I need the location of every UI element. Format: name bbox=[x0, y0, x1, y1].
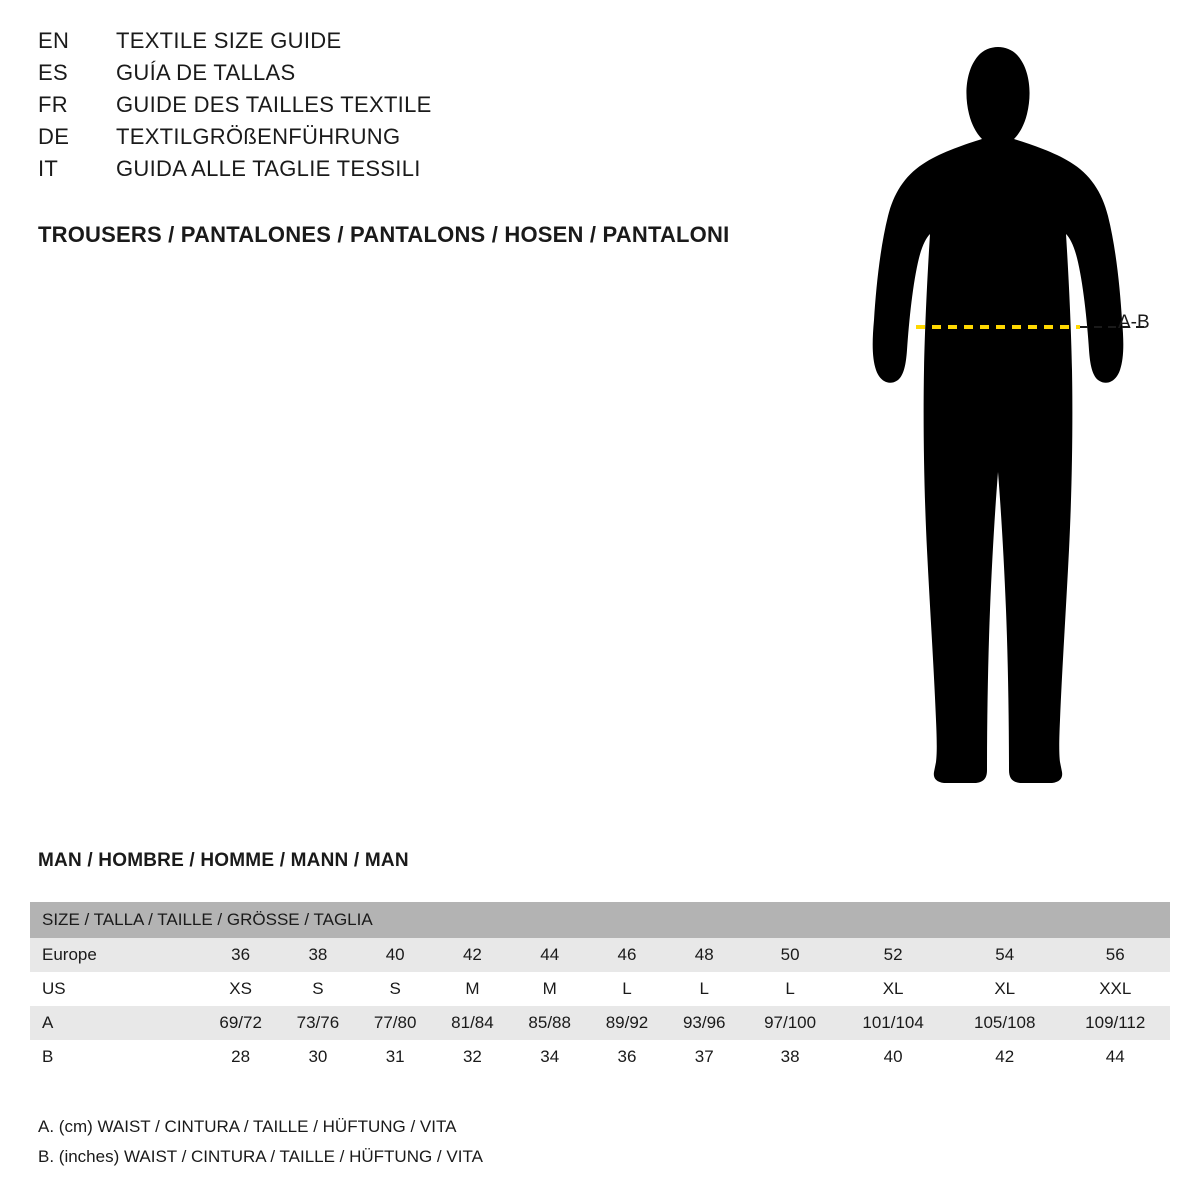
table-cell: 85/88 bbox=[511, 1006, 588, 1040]
size-table bbox=[30, 902, 1170, 1074]
table-section-heading: MAN / HOMBRE / HOMME / MANN / MAN bbox=[38, 850, 409, 871]
language-code: ES bbox=[38, 60, 68, 85]
table-cell: 44 bbox=[1061, 1040, 1170, 1074]
table-header-row bbox=[30, 902, 1170, 938]
table-cell: XL bbox=[837, 972, 949, 1006]
language-row-en bbox=[38, 28, 798, 60]
table-cell: 54 bbox=[949, 938, 1061, 972]
table-cell: 32 bbox=[434, 1040, 511, 1074]
table-cell: 36 bbox=[588, 1040, 665, 1074]
table-cell: 101/104 bbox=[837, 1006, 949, 1040]
table-cell: L bbox=[743, 972, 837, 1006]
language-list bbox=[38, 28, 798, 188]
table-cell: 40 bbox=[357, 938, 434, 972]
table-cell: 81/84 bbox=[434, 1006, 511, 1040]
table-cell: 40 bbox=[837, 1040, 949, 1074]
language-text: TEXTILGRÖßENFÜHRUNG bbox=[116, 124, 401, 149]
table-cell: 30 bbox=[279, 1040, 356, 1074]
table-cell: 97/100 bbox=[743, 1006, 837, 1040]
table-cell: 93/96 bbox=[666, 1006, 743, 1040]
table-header-label: SIZE / TALLA / TAILLE / GRÖSSE / TAGLIA bbox=[30, 902, 1170, 938]
table-cell: 42 bbox=[434, 938, 511, 972]
table-cell: S bbox=[279, 972, 356, 1006]
table-cell: 44 bbox=[511, 938, 588, 972]
table-cell: 37 bbox=[666, 1040, 743, 1074]
figure-illustration bbox=[790, 20, 1190, 810]
table-cell: 52 bbox=[837, 938, 949, 972]
table-cell: 50 bbox=[743, 938, 837, 972]
table-cell: 73/76 bbox=[279, 1006, 356, 1040]
waist-measure-overlay bbox=[790, 20, 1190, 810]
table-cell: 77/80 bbox=[357, 1006, 434, 1040]
table-cell: 31 bbox=[357, 1040, 434, 1074]
table-cell: 36 bbox=[202, 938, 279, 972]
measure-label-ab: A-B bbox=[1118, 312, 1150, 333]
language-code: FR bbox=[38, 92, 68, 117]
table-cell: 46 bbox=[588, 938, 665, 972]
language-row-de bbox=[38, 124, 798, 156]
language-code: IT bbox=[38, 156, 59, 181]
language-row-es bbox=[38, 60, 798, 92]
table-cell: 38 bbox=[743, 1040, 837, 1074]
language-code: DE bbox=[38, 124, 70, 149]
table-cell: 89/92 bbox=[588, 1006, 665, 1040]
table-row bbox=[30, 1040, 1170, 1074]
table-cell: 69/72 bbox=[202, 1006, 279, 1040]
table-cell: XL bbox=[949, 972, 1061, 1006]
table-cell: M bbox=[511, 972, 588, 1006]
language-code: EN bbox=[38, 28, 70, 53]
table-cell: L bbox=[588, 972, 665, 1006]
footnote-a: A. (cm) WAIST / CINTURA / TAILLE / HÜFTUNG / VITA bbox=[38, 1117, 457, 1136]
table-cell: 48 bbox=[666, 938, 743, 972]
table-cell: 34 bbox=[511, 1040, 588, 1074]
language-row-fr bbox=[38, 92, 798, 124]
language-text: GUIDA ALLE TAGLIE TESSILI bbox=[116, 156, 421, 181]
row-label: A bbox=[30, 1006, 202, 1040]
table-cell: 109/112 bbox=[1061, 1006, 1170, 1040]
table-cell: L bbox=[666, 972, 743, 1006]
footnote-b: B. (inches) WAIST / CINTURA / TAILLE / HÜFTUNG / VITA bbox=[38, 1147, 483, 1166]
table-row bbox=[30, 938, 1170, 972]
table-cell: 105/108 bbox=[949, 1006, 1061, 1040]
row-label: Europe bbox=[30, 938, 202, 972]
table-cell: 38 bbox=[279, 938, 356, 972]
row-label: B bbox=[30, 1040, 202, 1074]
table-cell: M bbox=[434, 972, 511, 1006]
table-cell: 56 bbox=[1061, 938, 1170, 972]
table-cell: S bbox=[357, 972, 434, 1006]
language-text: GUÍA DE TALLAS bbox=[116, 60, 296, 85]
table-row bbox=[30, 1006, 1170, 1040]
row-label: US bbox=[30, 972, 202, 1006]
language-text: TEXTILE SIZE GUIDE bbox=[116, 28, 342, 53]
garment-title: TROUSERS / PANTALONES / PANTALONS / HOSEN / PANTALONI bbox=[38, 222, 730, 247]
language-row-it bbox=[38, 156, 798, 188]
language-text: GUIDE DES TAILLES TEXTILE bbox=[116, 92, 432, 117]
table-row bbox=[30, 972, 1170, 1006]
table-cell: XS bbox=[202, 972, 279, 1006]
table-cell: 28 bbox=[202, 1040, 279, 1074]
table-cell: XXL bbox=[1061, 972, 1170, 1006]
footnotes bbox=[38, 1112, 483, 1172]
table-cell: 42 bbox=[949, 1040, 1061, 1074]
